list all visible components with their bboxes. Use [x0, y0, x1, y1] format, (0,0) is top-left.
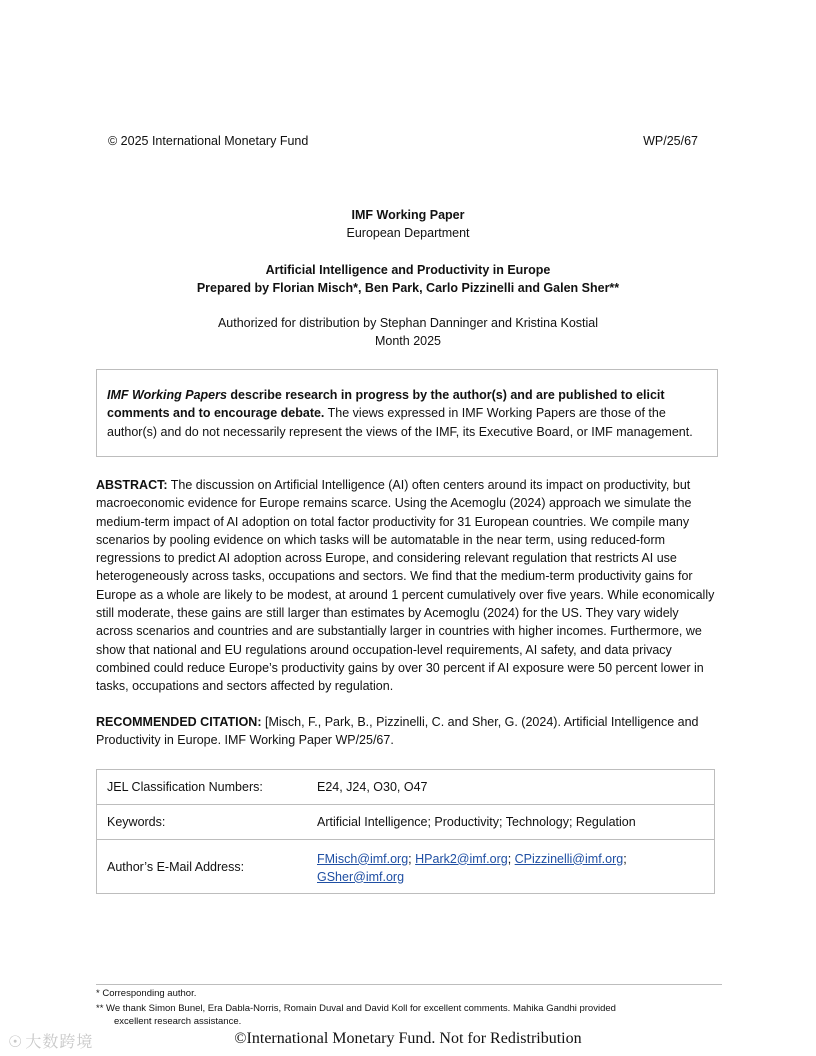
email-separator: ;: [408, 851, 416, 866]
footnote-corresponding: * Corresponding author.: [96, 988, 197, 999]
metadata-table: [96, 769, 715, 894]
email-separator-end: ;: [623, 851, 627, 866]
watermark-logo-icon: ☉: [8, 1034, 24, 1051]
abstract-label: ABSTRACT:: [96, 478, 168, 492]
citation-text: [Misch, F., Park, B., Pizzinelli, C. and Sher, G. (2024). Artificial Intelligence and Productivity in Europe. IMF Working Paper WP/25/67.: [96, 715, 699, 748]
header-paper-number: WP/25/67: [643, 134, 698, 148]
keywords-value: Artificial Intelligence; Productivity; Technology; Regulation: [307, 805, 715, 840]
footnote-acknowledgements: [96, 1002, 726, 1028]
jel-value: E24, J24, O30, O47: [307, 770, 715, 805]
email-link-pizzinelli[interactable]: CPizzinelli@imf.org: [514, 851, 624, 866]
email-link-sher[interactable]: GSher@imf.org: [317, 869, 405, 884]
notice-rest: The views expressed in IMF Working Papers are those of the author(s) and do not necessarily represent the views of the IMF, its Executive Board, or IMF management.: [107, 406, 693, 439]
footnote-ack-line2: excellent research assistance.: [114, 1016, 242, 1027]
authorized-by: Authorized for distribution by Stephan Danninger and Kristina Kostial: [217, 316, 599, 330]
table-row: [97, 840, 715, 894]
header-copyright: © 2025 International Monetary Fund: [108, 134, 309, 148]
department: European Department: [346, 226, 470, 240]
authors: Prepared by Florian Misch*, Ben Park, Carlo Pizzinelli and Galen Sher**: [196, 281, 620, 295]
notice-lead-bold: describe research in progress by the author(s) and are published to elicit comments and to encourage debate.: [107, 388, 665, 421]
footnote-ack-line1: ** We thank Simon Bunel, Era Dabla-Norris, Romain Duval and David Koll for excellent comments. Mahika Gandhi provided: [96, 1003, 616, 1014]
paper-date: Month 2025: [374, 334, 442, 348]
watermark-text: 大数跨境: [25, 1034, 94, 1051]
email-label: Author’s E-Mail Address:: [97, 840, 308, 894]
table-row: [97, 805, 715, 840]
table-row: [97, 770, 715, 805]
email-link-misch[interactable]: FMisch@imf.org: [317, 851, 409, 866]
email-separator: ;: [507, 851, 515, 866]
abstract-text: The discussion on Artificial Intelligence (AI) often centers around its impact on productivity, but macroeconomic evidence for Europe remains scarce. Using the Acemoglu (2024) approach we simulate the medium-term impact of AI adoption on total factor productivity for 31 European countries. We compile many scenarios by pooling evidence on which tasks will be automatable in the near term, using reduced-form regressions to predict AI adoption across Europe, and considering relevant regulation that restricts AI use heterogeneously across tasks, occupations and sectors. We find that the medium-term productivity gains for Europe as a whole are likely to be modest, at around 1 percent cumulatively over five years. While economically still moderate, these gains are still larger than estimates by Acemoglu (2024) for the US. They vary widely across scenarios and countries and are substantially larger in countries with higher incomes. Furthermore, we show that national and EU regulations around occupation-level requirements, AI safety, and data privacy combined could reduce Europe’s productivity gains by over 30 percent if AI exposure were 50 percent lower in tasks, occupations and sectors affected by regulation.: [96, 478, 715, 694]
paper-title: Artificial Intelligence and Productivity in Europe: [265, 263, 551, 277]
email-link-park[interactable]: HPark2@imf.org: [415, 851, 508, 866]
recommended-citation: [96, 713, 716, 750]
email-value: [307, 840, 715, 894]
working-paper-notice: [96, 369, 718, 457]
notice-lead-italic: IMF Working Papers: [107, 388, 227, 402]
abstract: [96, 476, 716, 696]
keywords-label: Keywords:: [97, 805, 308, 840]
series-title: IMF Working Paper: [351, 208, 465, 222]
distribution-notice: ©International Monetary Fund. Not for Redistribution: [234, 1030, 582, 1047]
footnote-divider: [96, 984, 722, 985]
citation-label: RECOMMENDED CITATION:: [96, 715, 262, 729]
jel-label: JEL Classification Numbers:: [97, 770, 308, 805]
